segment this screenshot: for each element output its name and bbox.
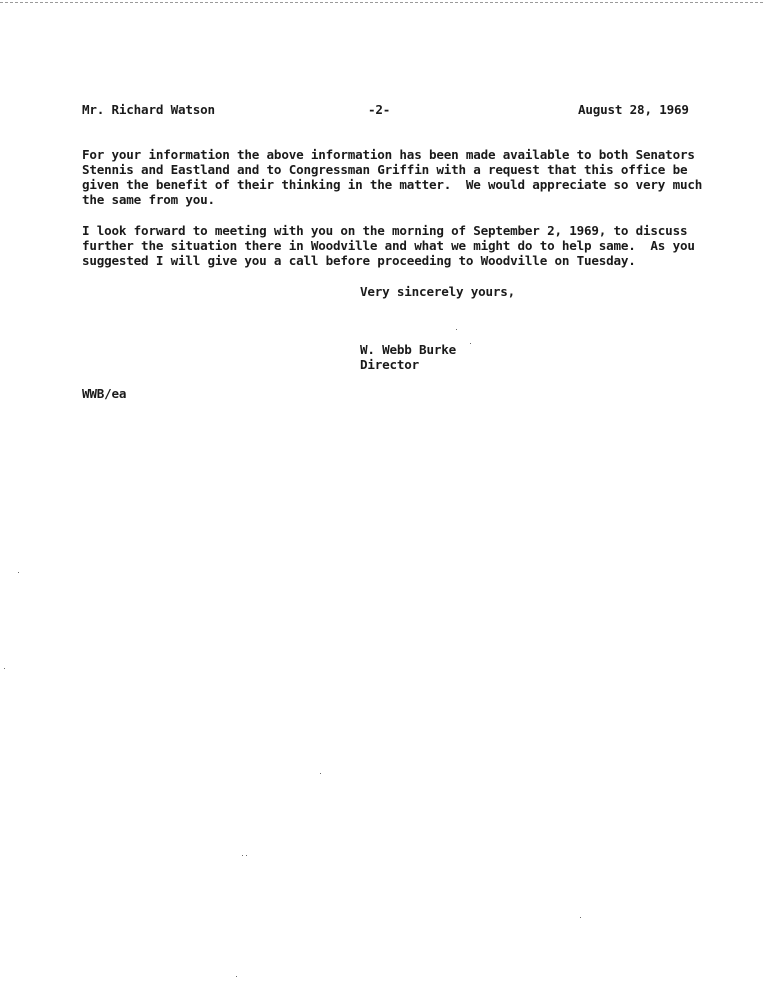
paragraph-2-line: I look forward to meeting with you on the morning of September 2, 1969, to discuss <box>82 223 688 238</box>
scan-speck <box>470 343 471 344</box>
reference-initials: WWB/ea <box>82 386 127 401</box>
signer-name: W. Webb Burke <box>360 342 456 357</box>
paragraph-1-line: given the benefit of their thinking in the matter. We would appreciate so very much <box>82 177 703 192</box>
scan-speck <box>456 329 457 330</box>
paragraph-1-line: the same from you. <box>82 192 215 207</box>
page-top-edge <box>0 2 763 3</box>
scan-speck <box>236 976 237 977</box>
recipient-name: Mr. Richard Watson <box>82 102 215 117</box>
signer-title: Director <box>360 357 420 372</box>
paragraph-1-line: For your information the above information has been made available to both Senators <box>82 147 695 162</box>
page-number: -2- <box>368 102 391 117</box>
paragraph-2-line: further the situation there in Woodville and what we might do to help same. As you <box>82 238 695 253</box>
scan-speck <box>580 917 581 918</box>
closing-salutation: Very sincerely yours, <box>360 284 516 299</box>
paragraph-1-line: Stennis and Eastland and to Congressman Griffin with a request that this office be <box>82 162 688 177</box>
letter-date: August 28, 1969 <box>578 102 689 117</box>
paragraph-2-line: suggested I will give you a call before proceeding to Woodville on Tuesday. <box>82 253 636 268</box>
scan-speck <box>320 773 321 774</box>
scan-speck <box>4 668 5 669</box>
scan-speck <box>246 855 247 856</box>
scan-speck <box>242 855 243 856</box>
scan-speck <box>18 572 19 573</box>
